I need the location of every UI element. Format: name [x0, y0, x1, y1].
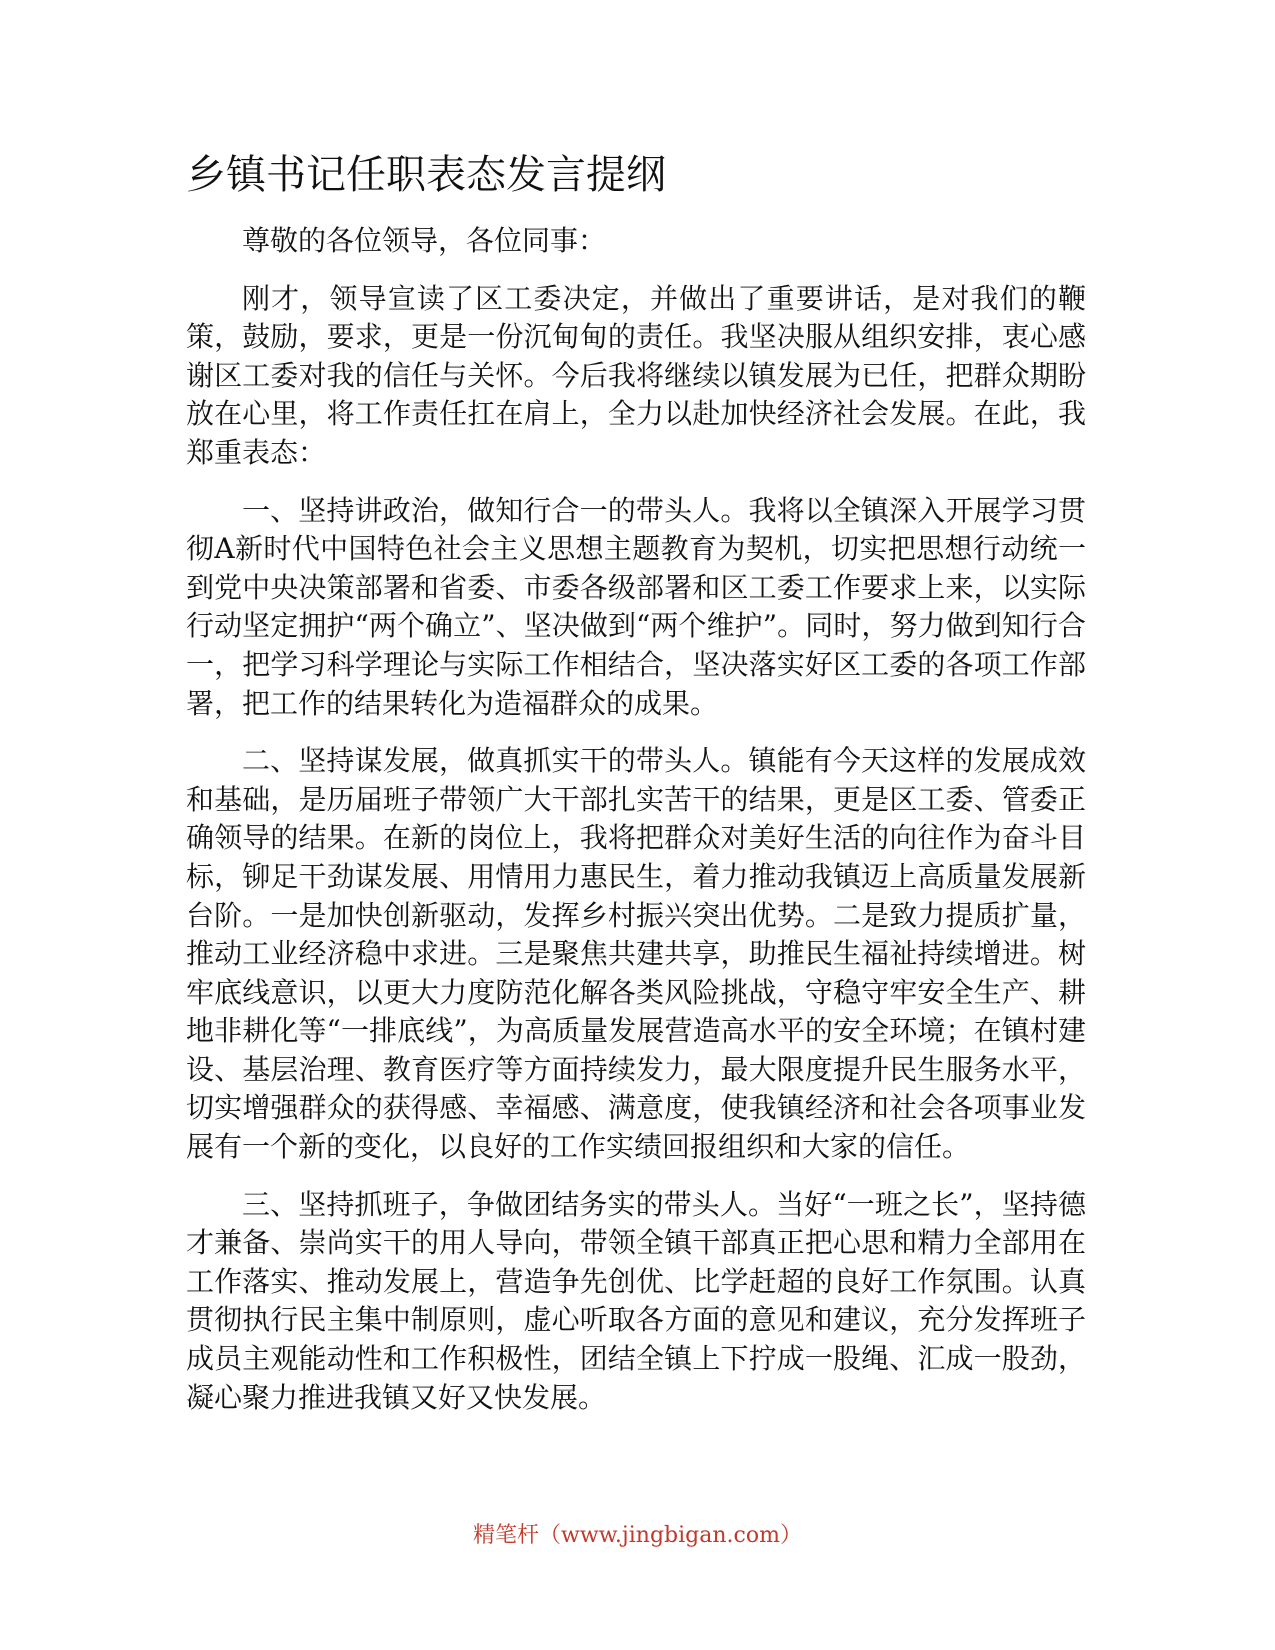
footer-watermark-text: 精笔杆（www.jingbigan.com） — [473, 1523, 802, 1548]
point-one-paragraph: 一、坚持讲政治，做知行合一的带头人。我将以全镇深入开展学习贯彻A新时代中国特色社会主义思想主题教育为契机，切实把思想行动统一到党中央决策部署和省委、市委各级部署和区工委工作要求上来，以实际行动坚定拥护“两个确立”、坚决做到“两个维护”。同时，努力做到知行合一，把学习科学理论与实际工作相结合，坚决落实好区工委的各项工作部署，把工作的结果转化为造福群众的成果。 — [186, 493, 1086, 720]
document-body — [186, 222, 1086, 1436]
intro-paragraph: 刚才，领导宣读了区工委决定，并做出了重要讲话，是对我们的鞭策，鼓励，要求，更是一份沉甸甸的责任。我坚决服从组织安排，衷心感谢区工委对我的信任与关怀。今后我将继续以镇发展为已任，把群众期盼放在心里，将工作责任扛在肩上，全力以赴加快经济社会发展。在此，我郑重表态： — [186, 281, 1086, 469]
point-two-paragraph: 二、坚持谋发展，做真抓实干的带头人。镇能有今天这样的发展成效和基础，是历届班子带领广大干部扎实苦干的结果，更是区工委、管委正确领导的结果。在新的岗位上，我将把群众对美好生活的向往作为奋斗目标，铆足干劲谋发展、用情用力惠民生，着力推动我镇迈上高质量发展新台阶。一是加快创新驱动，发挥乡村振兴突出优势。二是致力提质扩量，推动工业经济稳中求进。三是聚焦共建共享，助推民生福祉持续增进。树牢底线意识，以更大力度防范化解各类风险挑战，守稳守牢安全生产、耕地非耕化等“一排底线”，为高质量发展营造高水平的安全环境；在镇村建设、基层治理、教育医疗等方面持续发力，最大限度提升民生服务水平，切实增强群众的获得感、幸福感、满意度，使我镇经济和社会各项事业发展有一个新的变化，以良好的工作实绩回报组织和大家的信任。 — [186, 744, 1086, 1164]
salutation-paragraph: 尊敬的各位领导，各位同事： — [242, 224, 607, 257]
point-three-paragraph: 三、坚持抓班子，争做团结务实的带头人。当好“一班之长”，坚持德才兼备、崇尚实干的用人导向，带领全镇干部真正把心思和精力全部用在工作落实、推动发展上，营造争先创优、比学赶超的良好工作氛围。认真贯彻执行民主集中制原则，虚心听取各方面的意见和建议，充分发挥班子成员主观能动性和工作积极性，团结全镇上下拧成一股绳、汇成一股劲，凝心聚力推进我镇又好又快发展。 — [186, 1187, 1086, 1414]
document-title: 乡镇书记任职表态发言提纲 — [186, 152, 666, 198]
